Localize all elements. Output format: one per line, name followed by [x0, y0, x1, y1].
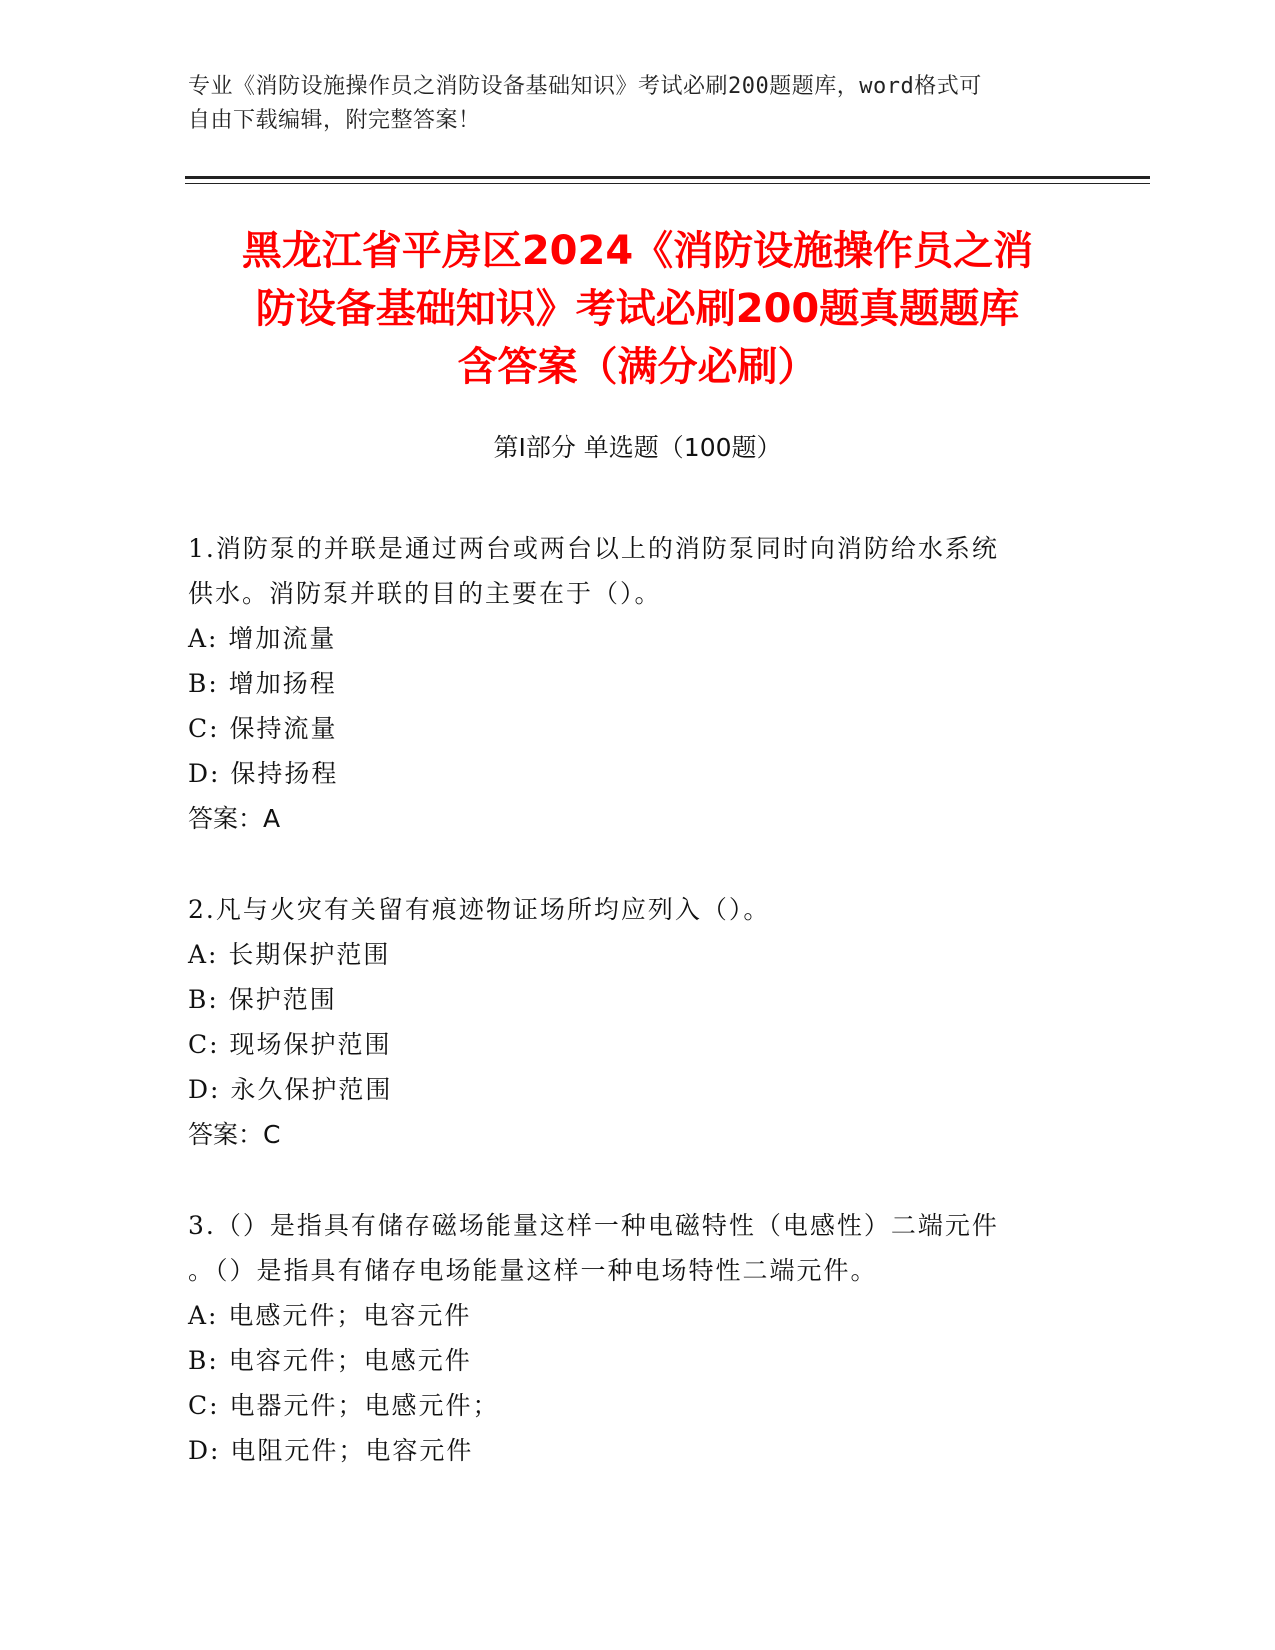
option-a: A: 电感元件；电容元件 — [188, 1301, 472, 1330]
option-d: D: 永久保护范围 — [188, 1075, 393, 1104]
document-title-line-2: 防设备基础知识》考试必刷200题真题题库 — [255, 286, 1020, 332]
option-b: B: 保护范围 — [188, 985, 337, 1014]
question-stem-line: 2.凡与火灾有关留有痕迹物证场所均应列入（）。 — [188, 895, 771, 924]
question-2 — [188, 887, 1068, 1157]
option-a: A: 长期保护范围 — [188, 940, 391, 969]
option-b: B: 电容元件；电感元件 — [188, 1346, 472, 1375]
question-stem-line: 1.消防泵的并联是通过两台或两台以上的消防泵同时向消防给水系统 — [188, 534, 999, 563]
question-stem-line: 3.（）是指具有储存磁场能量这样一种电磁特性（电感性）二端元件 — [188, 1211, 999, 1240]
question-list — [188, 526, 1068, 1519]
header-divider-thick — [185, 176, 1150, 179]
section-heading: 第Ⅰ部分 单选题（100题） — [493, 433, 782, 462]
option-b: B: 增加扬程 — [188, 669, 337, 698]
option-a: A: 增加流量 — [188, 624, 337, 653]
header-divider-thin — [185, 183, 1150, 184]
answer-label: 答案：A — [188, 804, 281, 833]
question-stem-line: 供水。消防泵并联的目的主要在于（）。 — [188, 579, 662, 608]
document-title-line-3: 含答案（满分必刷） — [457, 344, 818, 390]
option-c: C: 现场保护范围 — [188, 1030, 392, 1059]
option-d: D: 电阻元件；电容元件 — [188, 1436, 474, 1465]
document-title — [170, 222, 1105, 396]
header-note-line-2: 自由下载编辑，附完整答案！ — [188, 108, 481, 133]
header-note-line-1: 专业《消防设施操作员之消防设备基础知识》考试必刷200题题库，word格式可 — [188, 74, 982, 99]
document-title-line-1: 黑龙江省平房区2024《消防设施操作员之消 — [241, 228, 1034, 274]
question-1 — [188, 526, 1068, 841]
answer-label: 答案：C — [188, 1120, 281, 1149]
option-c: C: 电器元件；电感元件； — [188, 1391, 500, 1420]
header-note — [188, 70, 1068, 138]
option-c: C: 保持流量 — [188, 714, 338, 743]
question-stem-line: 。（）是指具有储存电场能量这样一种电场特性二端元件。 — [188, 1256, 878, 1285]
question-3 — [188, 1203, 1068, 1473]
option-d: D: 保持扬程 — [188, 759, 339, 788]
